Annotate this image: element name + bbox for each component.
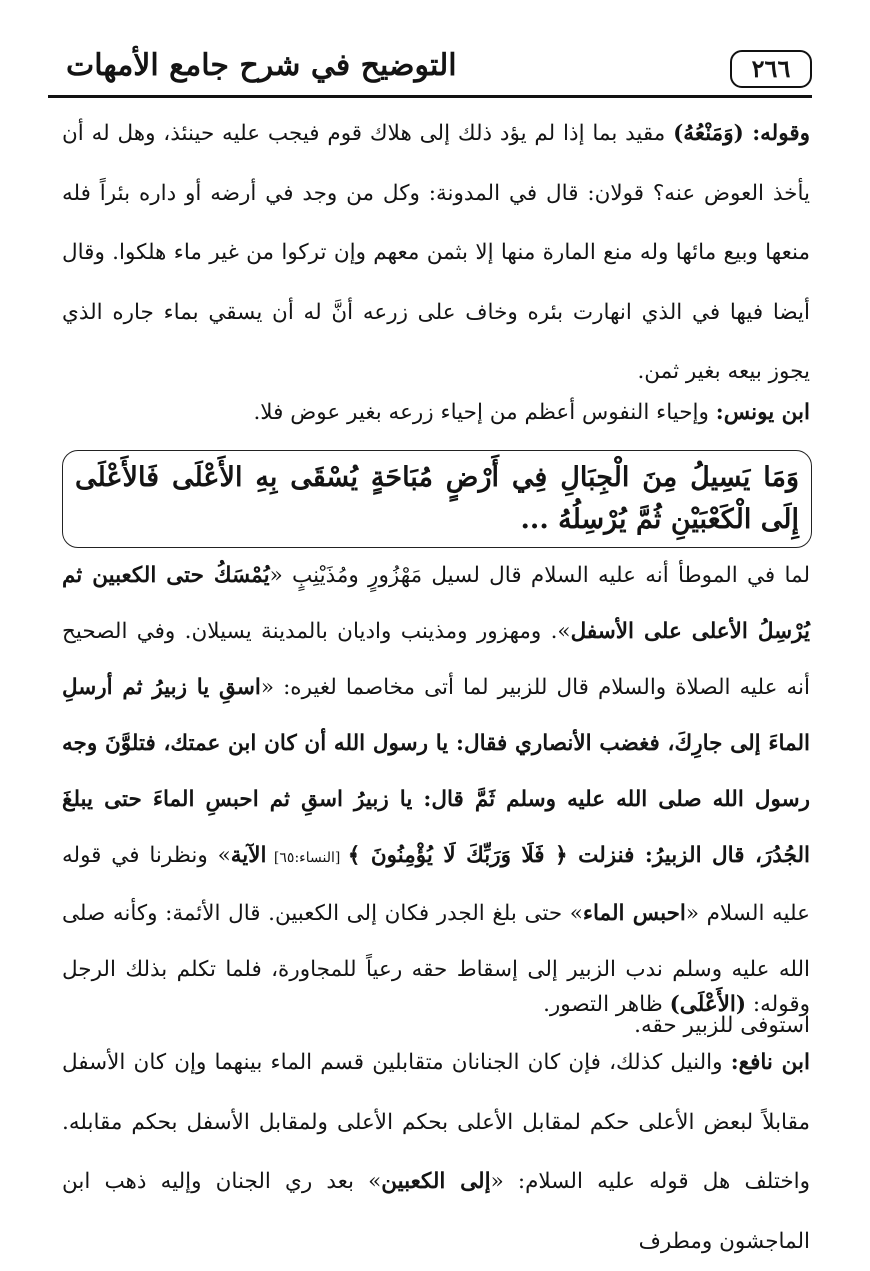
paragraph-text: » حتى بلغ الجدر فكان إلى الكعبين. قال الأئمة: وكأنه صلى الله عليه وسلم ندب الزبير إلى إسقاط حقه رعياً للمجاورة، فلما تكلم بذلك الرجل استوفى للزبير حقه.	[62, 901, 810, 1038]
page-number: ٢٦٦	[730, 50, 812, 88]
paragraph-ibn-yunus	[62, 383, 810, 443]
hadith-quote: احبس الماء	[582, 901, 686, 926]
matn-text: وَمَا يَسِيلُ مِنَ الْجِبَالِ فِي أَرْضٍ مُبَاحَةٍ يُسْقَى بِهِ الأَعْلَى فَالأَعْلَى إِلَى الْكَعْبَيْنِ ثُمَّ يُرْسِلُهُ ...	[75, 462, 799, 535]
paragraph-al-ala	[62, 975, 810, 1035]
paragraph-text: ظاهر التصور.	[543, 992, 670, 1017]
hadith-quote: اسقِ يا زبيرُ ثم أرسلِ الماءَ إلى جارِكَ، فغضب الأنصاري فقال: يا رسول الله أن كان ابن عمتك، فتلوَّنَ وجه رسول الله صلى الله عليه وسلم ثَمَّ قال: يا زبيرُ اسقِ ثم احبسِ الماءَ حتى يبلغَ الجُدُرَ، قال الزبيرُ: فنزلت ﴿ فَلَا وَرَبِّكَ لَا يُؤْمِنُونَ ﴾	[62, 675, 810, 868]
paragraph-lead: وقوله: (وَمَنْعُهُ)	[673, 121, 810, 146]
page-header	[48, 40, 812, 98]
paragraph-text: » ونظرنا في قوله عليه السلام «	[62, 843, 810, 926]
paragraph-ibn-nafi	[62, 1033, 810, 1271]
paragraph-text: مقيد بما إذا لم يؤد ذلك إلى هلاك قوم فيجب عليه حينئذ، وهل له أن يأخذ العوض عنه؟ قولان: قال في المدونة: وكل من وجد في أرضه أو داره بئراً فله منعها وبيع مائها وله منع المارة منها إلا بثمن معهم وإن تركوا من غير ماء هلكوا. وقال أيضا فيها في الذي انهارت بئره وخاف على زرعه أنَّ له أن يسقي بماء جاره الذي يجوز بيعه بغير ثمن.	[62, 121, 810, 384]
matn-box	[62, 450, 812, 548]
running-title: التوضيح في شرح جامع الأمهات	[66, 48, 457, 83]
quoted-term: (الأَعْلَى)	[669, 992, 747, 1017]
paragraph-text: وإحياء النفوس أعظم من إحياء زرعه بغير عوض فلا.	[253, 400, 716, 425]
header-rule	[48, 95, 812, 98]
paragraph-commentary-1	[62, 104, 810, 402]
paragraph-lead: ابن يونس:	[715, 400, 810, 425]
paragraph-text: ». ومهزور ومذينب واديان بالمدينة يسيلان. وفي الصحيح أنه عليه الصلاة والسلام قال للزبير لما أتى مخاصما لغيره: «	[62, 619, 811, 700]
paragraph-lead: ابن نافع:	[730, 1050, 810, 1075]
paragraph-text: لما في الموطأ أنه عليه السلام قال لسيل مَهْزُورٍ ومُذَيْنِبٍ «	[269, 563, 810, 588]
hadith-quote: الآية	[230, 843, 267, 868]
quoted-term: إلى الكعبين	[381, 1169, 491, 1194]
hadith-quote: يُمْسَكُ حتى الكعبين ثم يُرْسِلُ الأعلى على الأسفل	[62, 563, 810, 644]
quran-citation: [النساء:٦٥]	[266, 850, 348, 866]
paragraph-text: » بعد ري الجنان وإليه ذهب ابن الماجشون ومطرف	[62, 1169, 810, 1254]
paragraph-text: والنيل كذلك، فإن كان الجنانان متقابلين قسم الماء بينهما وإن كان الأسفل مقابلاً لبعض الأعلى حكم لمقابل الأعلى بحكم الأعلى ولمقابل الأسفل بحكم مقابله. واختلف هل قوله عليه السلام: «	[62, 1050, 811, 1194]
paragraph-text: وقوله:	[746, 992, 810, 1017]
